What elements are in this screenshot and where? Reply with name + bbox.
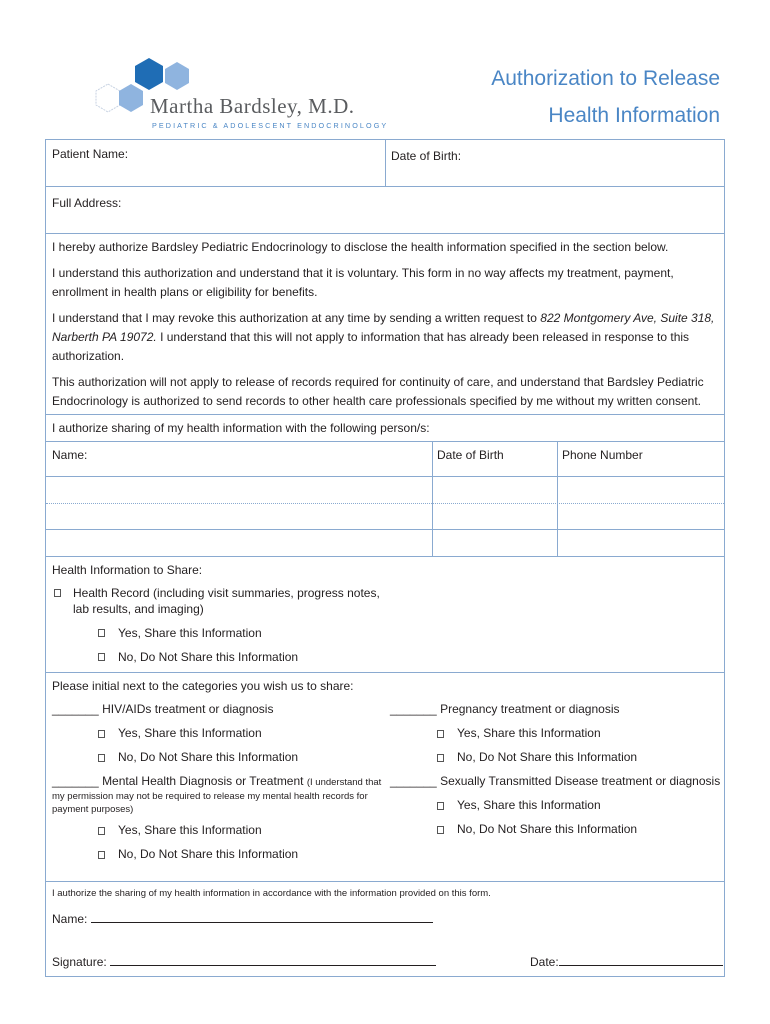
health-record-no-checkbox[interactable] bbox=[98, 653, 105, 661]
address-section bbox=[45, 186, 725, 234]
std-no-label: No, Do Not Share this Information bbox=[457, 822, 638, 836]
mental-no-label: No, Do Not Share this Information bbox=[118, 847, 299, 861]
mental-health-label: Mental Health Diagnosis or Treatment bbox=[102, 774, 304, 788]
health-record-label-2: lab results, and imaging) bbox=[73, 602, 204, 616]
logo-hex-light-left bbox=[119, 84, 143, 112]
sharing-intro-section bbox=[45, 414, 725, 442]
auth-paragraph-1: I hereby authorize Bardsley Pediatric Endocrinology to disclose the health information specified in the section below. bbox=[52, 240, 669, 254]
person-row-3[interactable] bbox=[46, 530, 724, 557]
auth-paragraph-2: I understand this authorization and understand that it is voluntary. This form in no way affects my treatment, payment, enrollment in health plans or eligibility for benefits. bbox=[52, 266, 674, 299]
document-title bbox=[491, 60, 720, 134]
signature-field[interactable] bbox=[52, 955, 436, 969]
mental-health-note-2: my permission may not be required to release my mental health records for bbox=[52, 791, 368, 802]
person-row-2[interactable] bbox=[46, 504, 724, 529]
signature-name-line[interactable] bbox=[91, 922, 433, 923]
authorization-text bbox=[52, 238, 718, 411]
pregnancy-initial-blank: _______ bbox=[390, 702, 437, 716]
health-record-no-label: No, Do Not Share this Information bbox=[118, 650, 299, 664]
full-address-field[interactable]: Full Address: bbox=[52, 196, 122, 210]
pregnancy-initial-field[interactable] bbox=[390, 702, 620, 716]
health-record-yes-label: Yes, Share this Information bbox=[118, 626, 262, 640]
mental-health-note: (I understand that bbox=[306, 777, 382, 788]
authorization-section bbox=[45, 233, 725, 415]
signature-label: Signature: bbox=[52, 955, 107, 969]
column-header-dob: Date of Birth bbox=[437, 448, 504, 462]
column-header-phone: Phone Number bbox=[562, 448, 643, 462]
signature-section bbox=[45, 881, 725, 977]
auth-paragraph-4: This authorization will not apply to release of records required for continuity of care, and understand that Bardsley Pediatric Endocrinology is authorized to send records to other health care professionals specified by me without my written consent. bbox=[52, 375, 704, 408]
signature-name-field[interactable] bbox=[52, 912, 433, 926]
sharing-intro: I authorize sharing of my health information with the following person/s: bbox=[52, 421, 430, 435]
patient-dob-field[interactable]: Date of Birth: bbox=[391, 149, 462, 163]
mental-yes-label: Yes, Share this Information bbox=[118, 823, 262, 837]
title-line-2: Health Information bbox=[548, 104, 720, 127]
pregnancy-yes-label: Yes, Share this Information bbox=[457, 726, 601, 740]
hiv-initial-field[interactable] bbox=[52, 702, 273, 716]
column-header-name: Name: bbox=[52, 448, 88, 462]
hiv-yes-checkbox[interactable] bbox=[98, 730, 105, 738]
signature-date-line[interactable] bbox=[559, 965, 723, 966]
patient-info-section bbox=[45, 139, 725, 187]
title-line-1: Authorization to Release bbox=[491, 67, 720, 90]
persons-table bbox=[45, 441, 725, 557]
health-record-label-1: Health Record (including visit summaries, progress notes, bbox=[73, 586, 380, 600]
person-row-1[interactable] bbox=[46, 477, 724, 503]
logo-hex-primary bbox=[135, 58, 163, 90]
signature-name-label: Name: bbox=[52, 912, 88, 926]
practice-subtitle: PEDIATRIC & ADOLESCENT ENDOCRINOLOGY bbox=[152, 121, 389, 130]
std-yes-label: Yes, Share this Information bbox=[457, 798, 601, 812]
mental-yes-checkbox[interactable] bbox=[98, 827, 105, 835]
health-record-checkbox[interactable] bbox=[54, 589, 61, 597]
hiv-no-label: No, Do Not Share this Information bbox=[118, 750, 299, 764]
revoke-text-after: I understand that this will not apply to information that has already been released in response to this authorization. bbox=[52, 330, 690, 363]
mailing-address: 822 Montgomery Ave, Suite 318, Narberth PA 19072. bbox=[52, 311, 715, 344]
std-label: Sexually Transmitted Disease treatment or diagnosis bbox=[440, 774, 721, 788]
mental-initial-blank: _______ bbox=[52, 774, 99, 788]
mental-health-initial-field[interactable] bbox=[52, 774, 381, 788]
hiv-no-checkbox[interactable] bbox=[98, 754, 105, 762]
hiv-label: HIV/AIDs treatment or diagnosis bbox=[102, 702, 274, 716]
std-no-checkbox[interactable] bbox=[437, 826, 444, 834]
hiv-yes-label: Yes, Share this Information bbox=[118, 726, 262, 740]
categories-section bbox=[45, 672, 725, 882]
std-initial-blank: _______ bbox=[390, 774, 437, 788]
pregnancy-yes-checkbox[interactable] bbox=[437, 730, 444, 738]
pregnancy-no-label: No, Do Not Share this Information bbox=[457, 750, 638, 764]
pregnancy-label: Pregnancy treatment or diagnosis bbox=[440, 702, 620, 716]
practice-name: Martha Bardsley, M.D. bbox=[150, 94, 355, 118]
logo-hex-light-right bbox=[165, 62, 189, 90]
logo-hex-outline bbox=[96, 84, 120, 112]
signature-date-label: Date: bbox=[530, 955, 559, 969]
categories-header: Please initial next to the categories you wish us to share: bbox=[52, 679, 354, 693]
signature-statement: I authorize the sharing of my health information in accordance with the information provided on this form. bbox=[52, 888, 491, 899]
mental-health-note-3: payment purposes) bbox=[52, 804, 134, 815]
health-info-section bbox=[45, 556, 725, 673]
signature-line[interactable] bbox=[110, 965, 436, 966]
signature-date-field[interactable] bbox=[530, 955, 723, 969]
std-initial-field[interactable] bbox=[390, 774, 720, 788]
auth-paragraph-3 bbox=[52, 309, 718, 366]
practice-logo bbox=[88, 56, 389, 136]
mental-no-checkbox[interactable] bbox=[98, 851, 105, 859]
pregnancy-no-checkbox[interactable] bbox=[437, 754, 444, 762]
std-yes-checkbox[interactable] bbox=[437, 802, 444, 810]
hiv-initial-blank: _______ bbox=[52, 702, 99, 716]
patient-name-field[interactable]: Patient Name: bbox=[52, 147, 129, 161]
health-record-yes-checkbox[interactable] bbox=[98, 629, 105, 637]
health-info-header: Health Information to Share: bbox=[52, 563, 203, 577]
revoke-text: I understand that I may revoke this authorization at any time by sending a written request to bbox=[52, 311, 541, 325]
